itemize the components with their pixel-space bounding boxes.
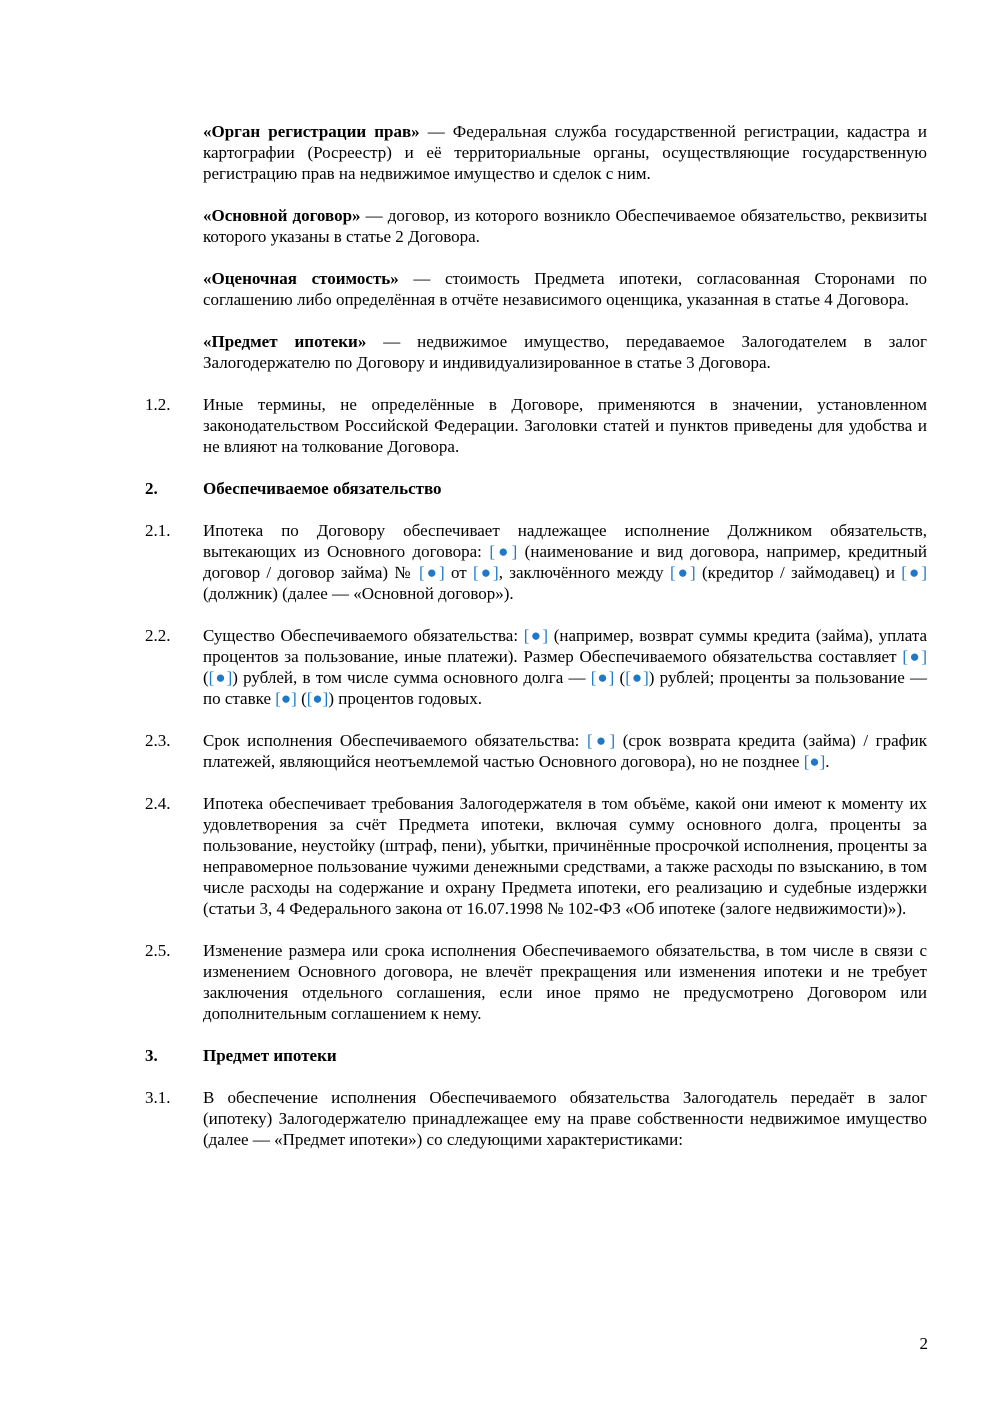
clause-number: 1.2. bbox=[145, 395, 171, 414]
definition-term: «Основной договор» bbox=[203, 206, 361, 225]
section-number: 3. bbox=[145, 1046, 158, 1065]
text-fragment: ( bbox=[614, 668, 626, 687]
placeholder-field[interactable]: [●] bbox=[418, 563, 445, 582]
text-fragment: (например, возврат суммы кредита (займа), уплата процентов за пользование, иные платежи). Размер Обеспечиваемого обязательства составляет bbox=[203, 626, 928, 666]
text-fragment: (кредитор / займодавец) и bbox=[695, 563, 902, 582]
text-fragment: ( bbox=[296, 689, 307, 708]
text-fragment: ( bbox=[203, 668, 209, 687]
section-title: Предмет ипотеки bbox=[203, 1046, 337, 1065]
section-3-heading bbox=[145, 1045, 927, 1066]
section-2-heading bbox=[145, 478, 927, 499]
placeholder-field[interactable]: [●] bbox=[489, 542, 518, 561]
placeholder-field[interactable]: [●] bbox=[586, 731, 616, 750]
placeholder-field[interactable]: [●] bbox=[901, 563, 927, 582]
clause-text: Иные термины, не определённые в Договоре, применяются в значении, установленном законодательством Российской Федерации. Заголовки статей и пунктов приведены для удобства и не влияют на толкование Договора. bbox=[203, 395, 927, 456]
definition-term: «Орган регистрации прав» bbox=[203, 122, 420, 141]
placeholder-field[interactable]: [●] bbox=[669, 563, 696, 582]
definition-main-contract bbox=[203, 205, 927, 247]
text-fragment: от bbox=[444, 563, 473, 582]
clause-3-1 bbox=[145, 1087, 927, 1150]
definition-text: — стоимость Предмета ипотеки, согласованная Сторонами по соглашению либо определённая в отчёте независимого оценщика, указанная в статье 4 Договора. bbox=[203, 269, 927, 309]
text-fragment: Срок исполнения Обеспечиваемого обязательства: bbox=[203, 731, 587, 750]
text-fragment: ) рублей; проценты за пользование — по ставке bbox=[203, 668, 927, 708]
clause-text bbox=[203, 730, 927, 772]
definition-term: «Предмет ипотеки» bbox=[203, 332, 367, 351]
placeholder-field[interactable]: [●] bbox=[902, 647, 927, 666]
definition-appraised-value bbox=[203, 268, 927, 310]
clause-2-4 bbox=[145, 793, 927, 919]
clause-number: 2.3. bbox=[145, 731, 171, 750]
placeholder-field[interactable]: [●] bbox=[523, 626, 549, 645]
clause-text bbox=[203, 520, 927, 604]
clause-text: Ипотека обеспечивает требования Залогодержателя в том объёме, какой они имеют к моменту их удовлетворения за счёт Предмета ипотеки, включая сумму основного долга, проценты за пользование, неустойку (штраф, пени), убытки, причинённые просрочкой исполнения, проценты за неправомерное пользование чужими денежными средствами, а также расходы по взысканию, в том числе расходы на содержание и охрану Предмета ипотеки, его реализацию и судебные издержки (статьи 3, 4 Федерального закона от 16.07.1998 № 102-ФЗ «Об ипотеке (залоге недвижимости)»). bbox=[203, 794, 927, 918]
placeholder-field[interactable]: [●] bbox=[208, 668, 233, 687]
clause-number: 2.1. bbox=[145, 521, 171, 540]
definition-text: — договор, из которого возникло Обеспечиваемое обязательство, реквизиты которого указаны в статье 2 Договора. bbox=[203, 206, 927, 246]
placeholder-field[interactable]: [●] bbox=[275, 689, 297, 708]
text-fragment: ) рублей, в том числе сумма основного долга — bbox=[232, 668, 591, 687]
clause-number: 3.1. bbox=[145, 1088, 171, 1107]
clause-number: 2.2. bbox=[145, 626, 171, 645]
text-fragment: Ипотека по Договору обеспечивает надлежащее исполнение Должником обязательств, вытекающих из Основного договора: bbox=[203, 521, 927, 561]
placeholder-field[interactable]: [●] bbox=[306, 689, 329, 708]
text-fragment: (наименование и вид договора, например, кредитный договор / договор займа) № bbox=[203, 542, 927, 582]
definition-text: — Федеральная служба государственной регистрации, кадастра и картографии (Росреестр) и её территориальные органы, осуществляющие государственную регистрацию прав на недвижимое имущество и сделок с ним. bbox=[203, 122, 927, 183]
section-title: Обеспечиваемое обязательство bbox=[203, 479, 442, 498]
clause-2-1 bbox=[145, 520, 927, 604]
clause-text: В обеспечение исполнения Обеспечиваемого обязательства Залогодатель передаёт в залог (ипотеку) Залогодержателю принадлежащее ему на праве собственности недвижимое имущество (далее — «Предмет ипотеки») со следующими характеристиками: bbox=[203, 1088, 927, 1149]
text-fragment: (должник) (далее — «Основной договор»). bbox=[203, 584, 514, 603]
section-number: 2. bbox=[145, 479, 158, 498]
placeholder-field[interactable]: [●] bbox=[625, 668, 649, 687]
clause-number: 2.4. bbox=[145, 794, 171, 813]
definition-registration-authority bbox=[203, 121, 927, 184]
document-body bbox=[145, 121, 927, 1171]
text-fragment: , заключённого между bbox=[498, 563, 670, 582]
clause-text: Изменение размера или срока исполнения Обеспечиваемого обязательства, в том числе в связи с изменением Основного договора, не влечёт прекращения или изменения ипотеки и не требует заключения отдельного соглашения, если иное прямо не предусмотрено Договором или дополнительным соглашением к нему. bbox=[203, 941, 927, 1023]
definition-text: — недвижимое имущество, передаваемое Залогодателем в залог Залогодержателю по Договору и индивидуализированное в статье 3 Договора. bbox=[203, 332, 927, 372]
page-number: 2 bbox=[919, 1334, 928, 1353]
definition-mortgage-subject bbox=[203, 331, 927, 373]
clause-text bbox=[203, 625, 927, 709]
clause-2-5 bbox=[145, 940, 927, 1024]
text-fragment: Существо Обеспечиваемого обязательства: bbox=[203, 626, 524, 645]
text-fragment: (срок возврата кредита (займа) / график платежей, являющийся неотъемлемой частью Основного договора), но не позднее bbox=[203, 731, 927, 771]
placeholder-field[interactable]: [●] bbox=[473, 563, 499, 582]
clause-2-3 bbox=[145, 730, 927, 772]
text-fragment: ) процентов годовых. bbox=[328, 689, 482, 708]
clause-number: 2.5. bbox=[145, 941, 171, 960]
placeholder-field[interactable]: [●] bbox=[590, 668, 615, 687]
clause-1-2 bbox=[145, 394, 927, 457]
definition-term: «Оценочная стоимость» bbox=[203, 269, 399, 288]
clause-2-2 bbox=[145, 625, 927, 709]
text-fragment: . bbox=[825, 752, 830, 771]
placeholder-field[interactable]: [●] bbox=[803, 752, 826, 771]
